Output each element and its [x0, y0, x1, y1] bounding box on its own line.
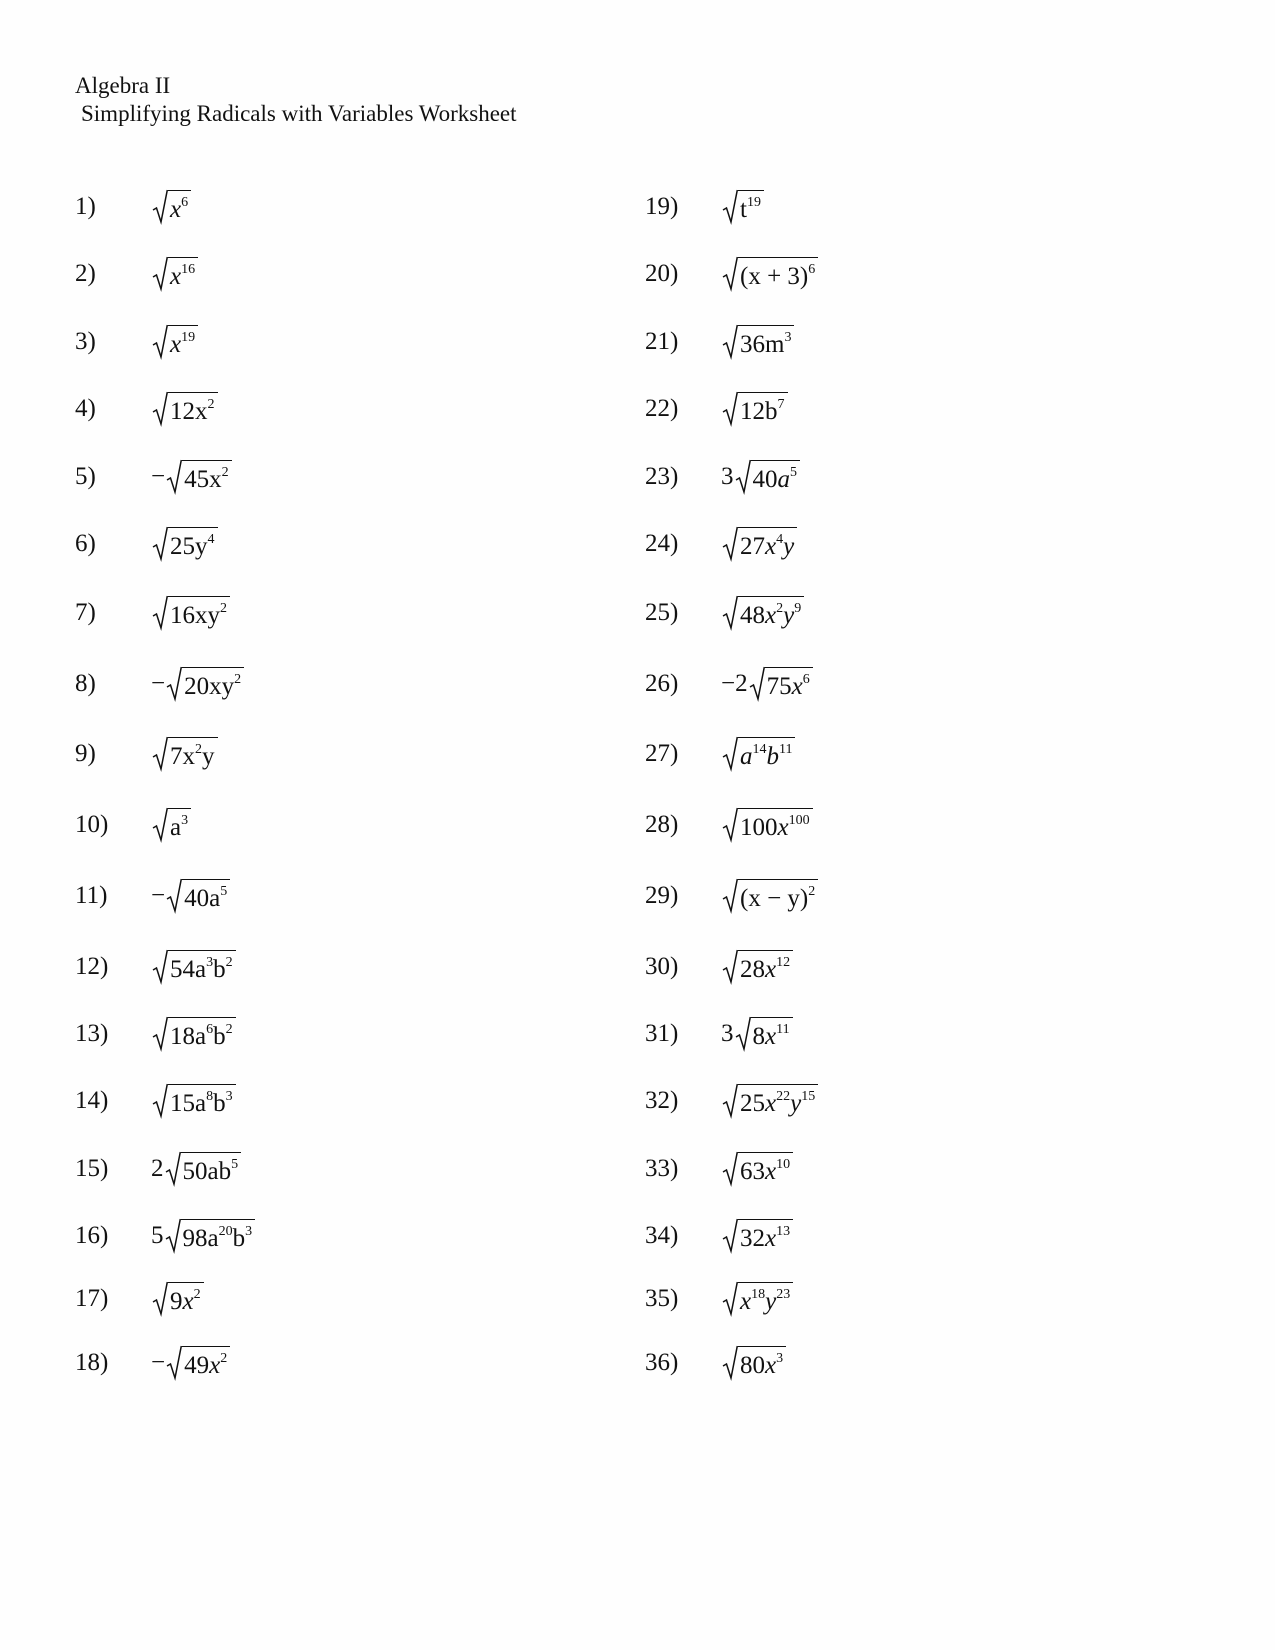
radicand-term: x: [765, 956, 777, 983]
exponent: 2: [221, 465, 229, 480]
problem-number: 36): [645, 1349, 679, 1376]
coefficient: 3: [721, 463, 734, 490]
radical-sign-icon: [166, 1345, 182, 1381]
radicand: [765, 667, 813, 702]
square-root: [152, 526, 218, 562]
radicand-term: a: [740, 743, 753, 770]
radicand-term: 75: [766, 673, 792, 700]
radicand: [182, 460, 232, 495]
radicand-term: 40a: [184, 885, 221, 912]
radical-sign-icon: [722, 807, 738, 843]
problem-number: 12): [75, 953, 109, 980]
exponent: 20: [218, 1224, 233, 1239]
radicand-term: 80: [740, 1352, 765, 1379]
radicand-term: b: [213, 956, 226, 983]
problem-number: 23): [645, 463, 679, 490]
radical-expression: [721, 455, 800, 499]
exponent: 3: [225, 1089, 233, 1104]
radicand: [738, 808, 813, 843]
radicand-term: a: [170, 814, 182, 841]
radicand: [181, 1219, 256, 1254]
exponent: 22: [776, 1089, 791, 1104]
radicand: [738, 190, 764, 225]
square-root: [165, 1151, 242, 1187]
coefficient: −: [151, 882, 166, 909]
radical-expression: [151, 252, 198, 296]
problem-number: 20): [645, 260, 679, 287]
problem-number: 7): [75, 599, 96, 626]
square-root: [735, 459, 801, 495]
radical-expression: [151, 803, 191, 847]
radicand-term: x: [765, 602, 777, 629]
exponent: 19: [181, 330, 196, 345]
radicand: [738, 1282, 793, 1317]
coefficient: 3: [721, 1020, 734, 1047]
radical-expression: [721, 252, 818, 296]
problem-number: 26): [645, 670, 679, 697]
radicand: [738, 1219, 793, 1254]
radical-expression: [151, 1012, 236, 1056]
worksheet-title: Simplifying Radicals with Variables Worksheet: [81, 101, 517, 126]
radicand-term: 27: [740, 533, 765, 560]
radicand: [168, 257, 198, 292]
problem-number: 34): [645, 1222, 679, 1249]
radical-expression: [721, 591, 804, 635]
radical-sign-icon: [152, 736, 168, 772]
problem-number: 3): [75, 328, 96, 355]
exponent: 23: [776, 1287, 791, 1302]
radical-expression: [151, 874, 230, 918]
problem-number: 31): [645, 1020, 679, 1047]
exponent: 2: [225, 955, 233, 970]
radicand-term: x: [170, 263, 182, 290]
radicand-term: 12x: [170, 398, 208, 425]
radicand-term: x: [170, 331, 182, 358]
radical-expression: [721, 945, 793, 989]
exponent: 4: [207, 532, 215, 547]
radicand-term: x: [740, 1288, 752, 1315]
square-root: [165, 1218, 256, 1254]
coefficient: 2: [151, 1155, 164, 1182]
radicand-term: (x + 3): [740, 263, 809, 290]
exponent: 6: [802, 672, 810, 687]
coefficient: −: [151, 463, 166, 490]
exponent: 10: [776, 1157, 791, 1172]
radical-sign-icon: [722, 595, 738, 631]
radical-sign-icon: [152, 1281, 168, 1317]
radical-expression: [721, 1012, 793, 1056]
radicand-term: y: [202, 743, 215, 770]
radical-sign-icon: [166, 666, 182, 702]
radicand-term: x: [170, 196, 182, 223]
radicand-term: 25y: [170, 533, 208, 560]
radicand-term: (x − y): [740, 885, 809, 912]
radical-sign-icon: [152, 526, 168, 562]
radicand-term: 15a: [170, 1090, 207, 1117]
radical-expression: [721, 1277, 793, 1321]
exponent: 2: [193, 1287, 201, 1302]
radical-sign-icon: [152, 324, 168, 360]
radicand: [168, 392, 218, 427]
radical-expression: [151, 1079, 236, 1123]
radicand: [738, 1346, 786, 1381]
radical-sign-icon: [152, 1016, 168, 1052]
radical-expression: [151, 522, 218, 566]
radicand: [168, 1017, 236, 1052]
problem-number: 5): [75, 463, 96, 490]
problem-number: 1): [75, 193, 96, 220]
radical-sign-icon: [722, 736, 738, 772]
problem-number: 9): [75, 740, 96, 767]
exponent: 16: [181, 262, 196, 277]
radicand-term: 7x: [170, 743, 195, 770]
radicand-term: 98a: [182, 1225, 219, 1252]
problem-number: 11): [75, 882, 108, 909]
radical-sign-icon: [722, 1151, 738, 1187]
radicand: [751, 1017, 793, 1052]
coefficient: −: [151, 670, 166, 697]
radical-expression: [721, 874, 818, 918]
exponent: 18: [751, 1287, 766, 1302]
radical-sign-icon: [722, 1345, 738, 1381]
square-root: [722, 878, 818, 914]
exponent: 7: [777, 397, 785, 412]
radicand: [168, 1282, 204, 1317]
square-root: [722, 526, 797, 562]
exponent: 100: [788, 813, 810, 828]
square-root: [749, 666, 813, 702]
radical-sign-icon: [166, 459, 182, 495]
problem-number: 32): [645, 1087, 679, 1114]
square-root: [152, 189, 191, 225]
radical-expression: [151, 1147, 241, 1191]
square-root: [722, 1218, 793, 1254]
exponent: 11: [776, 1022, 790, 1037]
radical-expression: [151, 591, 230, 635]
radical-sign-icon: [722, 189, 738, 225]
exponent: 2: [220, 601, 227, 616]
radicand: [168, 808, 191, 843]
problem-number: 24): [645, 530, 679, 557]
radical-sign-icon: [165, 1151, 181, 1187]
radical-expression: [151, 662, 244, 706]
radical-sign-icon: [735, 459, 751, 495]
radicand-term: 40: [752, 466, 778, 493]
exponent: 15: [801, 1089, 816, 1104]
exponent: 4: [776, 532, 784, 547]
radicand: [168, 596, 230, 631]
radical-expression: [721, 522, 797, 566]
exponent: 2: [234, 672, 242, 687]
radicand: [738, 392, 788, 427]
radicand-term: x: [765, 533, 777, 560]
square-root: [166, 666, 244, 702]
radicand-term: x: [765, 1352, 777, 1379]
square-root: [152, 256, 198, 292]
exponent: 11: [779, 742, 793, 757]
radicand: [168, 950, 236, 985]
radical-expression: [151, 1214, 255, 1258]
exponent: 8: [206, 1089, 214, 1104]
exponent: 2: [220, 1351, 228, 1366]
square-root: [722, 1083, 818, 1119]
radicand-term: x: [209, 1352, 221, 1379]
problem-number: 17): [75, 1285, 109, 1312]
problem-number: 6): [75, 530, 96, 557]
problem-number: 22): [645, 395, 679, 422]
problem-number: 8): [75, 670, 96, 697]
radical-expression: [721, 1147, 793, 1191]
radicand-term: 63: [740, 1158, 765, 1185]
radicand-term: 54a: [170, 956, 207, 983]
square-root: [722, 1345, 786, 1381]
radical-expression: [151, 185, 191, 229]
square-root: [722, 1151, 793, 1187]
radicand-term: b: [213, 1090, 226, 1117]
radical-expression: [721, 662, 813, 706]
exponent: 2: [808, 884, 816, 899]
exponent: 13: [776, 1224, 791, 1239]
exponent: 2: [195, 742, 202, 757]
problem-number: 30): [645, 953, 679, 980]
radical-sign-icon: [722, 949, 738, 985]
radical-expression: [721, 1214, 793, 1258]
radical-sign-icon: [722, 324, 738, 360]
radicand-term: a: [777, 466, 790, 493]
radical-sign-icon: [152, 949, 168, 985]
radical-sign-icon: [722, 391, 738, 427]
radicand-term: x: [791, 673, 803, 700]
radical-expression: [721, 1341, 786, 1385]
radicand-term: y: [790, 1090, 802, 1117]
radicand-term: x: [765, 1090, 777, 1117]
square-root: [722, 595, 804, 631]
radicand-term: y: [783, 602, 795, 629]
problem-number: 15): [75, 1155, 109, 1182]
radicand-term: 49: [184, 1352, 210, 1379]
radicand: [738, 1084, 818, 1119]
radical-expression: [151, 945, 236, 989]
radical-sign-icon: [722, 526, 738, 562]
radicand: [168, 1084, 236, 1119]
exponent: 14: [752, 742, 767, 757]
radicand-term: 9: [170, 1288, 183, 1315]
radical-sign-icon: [152, 807, 168, 843]
radicand: [738, 325, 794, 360]
exponent: 2: [225, 1022, 233, 1037]
radicand: [738, 879, 818, 914]
coefficient: −2: [721, 670, 748, 697]
radical-sign-icon: [166, 878, 182, 914]
radical-sign-icon: [152, 391, 168, 427]
radicand: [738, 257, 818, 292]
square-root: [152, 324, 198, 360]
radical-expression: [151, 320, 198, 364]
exponent: 3: [776, 1351, 784, 1366]
worksheet-header: [75, 72, 517, 128]
radicand-term: b: [766, 743, 779, 770]
exponent: 9: [794, 601, 802, 616]
radicand-term: 48: [740, 602, 765, 629]
radicand: [168, 737, 218, 772]
radical-sign-icon: [722, 1218, 738, 1254]
square-root: [152, 1083, 236, 1119]
radicand-term: 32: [740, 1225, 765, 1252]
radicand-term: x: [765, 1023, 777, 1050]
problem-number: 25): [645, 599, 679, 626]
problem-number: 27): [645, 740, 679, 767]
radicand: [182, 1346, 230, 1381]
exponent: 5: [220, 884, 228, 899]
radical-expression: [721, 803, 813, 847]
radical-sign-icon: [722, 878, 738, 914]
radical-expression: [721, 320, 794, 364]
radical-expression: [151, 1277, 204, 1321]
exponent: 19: [746, 195, 761, 210]
exponent: 6: [206, 1022, 214, 1037]
radicand: [182, 667, 244, 702]
radical-sign-icon: [152, 256, 168, 292]
square-root: [722, 1281, 793, 1317]
problem-number: 33): [645, 1155, 679, 1182]
radicand: [168, 527, 218, 562]
radical-expression: [151, 1341, 230, 1385]
radicand-term: 18a: [170, 1023, 207, 1050]
square-root: [166, 878, 230, 914]
radicand: [738, 596, 804, 631]
square-root: [722, 949, 793, 985]
radical-sign-icon: [152, 1083, 168, 1119]
square-root: [166, 1345, 230, 1381]
radicand-term: 50ab: [182, 1158, 232, 1185]
exponent: 6: [808, 262, 816, 277]
radicand-term: b: [232, 1225, 246, 1252]
radicand: [738, 950, 793, 985]
problem-number: 28): [645, 811, 679, 838]
square-root: [152, 949, 236, 985]
radical-sign-icon: [165, 1218, 181, 1254]
radicand: [738, 1152, 793, 1187]
radicand-term: x: [765, 1158, 777, 1185]
problem-number: 14): [75, 1087, 109, 1114]
radicand-term: x: [765, 1225, 777, 1252]
problem-number: 19): [645, 193, 679, 220]
exponent: 3: [245, 1224, 253, 1239]
radical-expression: [151, 387, 218, 431]
coefficient: 5: [151, 1222, 164, 1249]
radicand: [181, 1152, 242, 1187]
radicand-term: 8: [752, 1023, 765, 1050]
radical-sign-icon: [152, 189, 168, 225]
radicand: [751, 460, 801, 495]
exponent: 2: [207, 397, 215, 412]
radical-expression: [721, 185, 764, 229]
exponent: 3: [181, 813, 189, 828]
radicand-term: y: [765, 1288, 777, 1315]
radicand-term: 12b: [740, 398, 778, 425]
radicand-term: 28: [740, 956, 765, 983]
radical-sign-icon: [152, 595, 168, 631]
square-root: [722, 807, 813, 843]
problem-number: 21): [645, 328, 679, 355]
problem-number: 13): [75, 1020, 109, 1047]
radical-sign-icon: [722, 256, 738, 292]
square-root: [152, 391, 218, 427]
radicand-term: 25: [740, 1090, 765, 1117]
radical-sign-icon: [722, 1281, 738, 1317]
exponent: 12: [776, 955, 791, 970]
problem-number: 29): [645, 882, 679, 909]
radicand-term: 16xy: [170, 602, 220, 629]
square-root: [166, 459, 232, 495]
radicand: [182, 879, 230, 914]
radicand-term: 36m: [740, 331, 785, 358]
radical-sign-icon: [735, 1016, 751, 1052]
problem-number: 16): [75, 1222, 109, 1249]
radical-expression: [151, 732, 218, 776]
radicand-term: 100: [740, 814, 778, 841]
square-root: [152, 595, 230, 631]
problem-number: 35): [645, 1285, 679, 1312]
square-root: [152, 807, 191, 843]
radicand-term: b: [213, 1023, 226, 1050]
square-root: [722, 189, 764, 225]
radical-expression: [721, 1079, 818, 1123]
radicand-term: 20xy: [184, 673, 235, 700]
square-root: [152, 1281, 204, 1317]
radical-sign-icon: [722, 1083, 738, 1119]
exponent: 2: [776, 601, 784, 616]
problem-number: 4): [75, 395, 96, 422]
exponent: 6: [181, 195, 189, 210]
problem-number: 2): [75, 260, 96, 287]
radicand: [168, 190, 191, 225]
radical-sign-icon: [749, 666, 765, 702]
exponent: 3: [784, 330, 792, 345]
square-root: [735, 1016, 793, 1052]
radicand-term: 45x: [184, 466, 222, 493]
square-root: [722, 324, 794, 360]
square-root: [722, 256, 818, 292]
radicand: [168, 325, 198, 360]
radicand-term: t: [740, 196, 747, 223]
radicand: [738, 737, 795, 772]
exponent: 3: [206, 955, 214, 970]
square-root: [722, 391, 788, 427]
radical-expression: [151, 455, 232, 499]
problem-number: 10): [75, 811, 109, 838]
exponent: 5: [231, 1157, 239, 1172]
coefficient: −: [151, 1349, 166, 1376]
square-root: [152, 736, 218, 772]
radicand-term: x: [777, 814, 789, 841]
radical-expression: [721, 387, 788, 431]
problem-number: 18): [75, 1349, 109, 1376]
radicand-term: x: [182, 1288, 194, 1315]
square-root: [152, 1016, 236, 1052]
radical-expression: [721, 732, 795, 776]
radicand-term: y: [783, 533, 795, 560]
exponent: 5: [790, 465, 797, 480]
radicand: [738, 527, 797, 562]
course-title: Algebra II: [75, 73, 171, 98]
square-root: [722, 736, 795, 772]
